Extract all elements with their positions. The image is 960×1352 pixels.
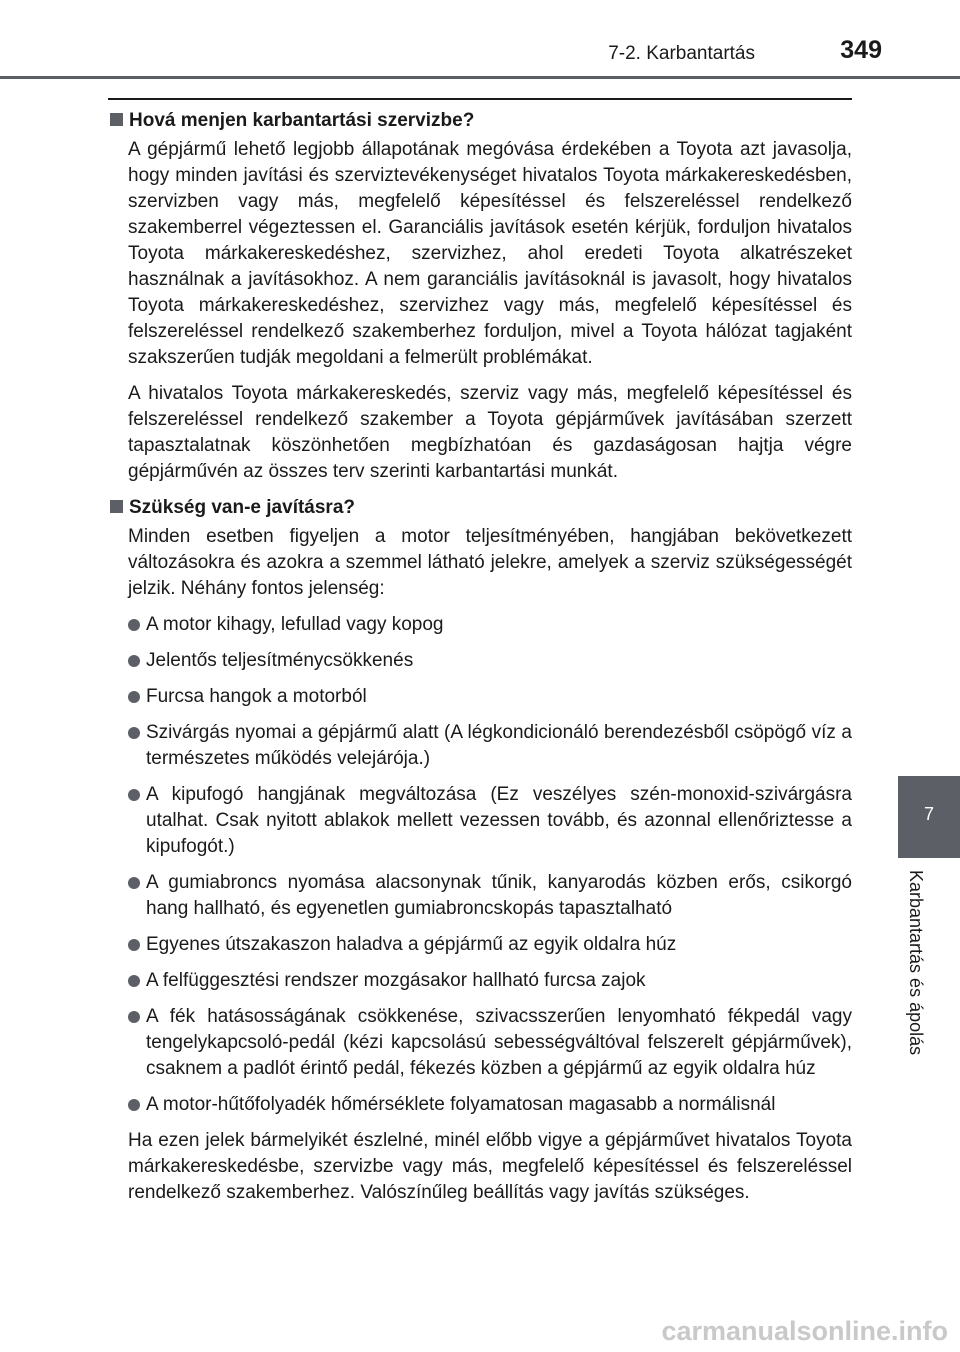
content-top-rule: [108, 98, 852, 100]
list-item-text: A felfüggesztési rendszer mozgásakor hallható furcsa zajok: [146, 970, 646, 991]
list-item: [128, 612, 852, 638]
list-item: [128, 968, 852, 994]
square-bullet-icon: [110, 500, 123, 513]
paragraph: Minden esetben figyeljen a motor teljesítményében, hangjában bekövetkezett változásokra és azokra a szemmel látható jelekre, amelyek a szerviz szükségességét jelzik. Néhány fontos jelenség:: [128, 526, 852, 599]
list-item: [128, 684, 852, 710]
list-item-text: Furcsa hangok a motorból: [146, 686, 367, 707]
list-item: [128, 782, 852, 860]
page-content: [108, 104, 852, 1216]
circle-bullet-icon: [128, 691, 140, 703]
list-item-text: A motor-hűtőfolyadék hőmérséklete folyamatosan magasabb a normálisnál: [146, 1094, 776, 1115]
section-heading-service: [108, 108, 852, 134]
list-item-text: A motor kihagy, lefullad vagy kopog: [146, 614, 444, 635]
section-title: 7-2. Karbantartás: [608, 43, 755, 64]
page-number: 349: [840, 36, 882, 64]
closing-paragraph: Ha ezen jelek bármelyikét észlelné, minél előbb vigye a gépjárművet hivatalos Toyota márkakereskedésbe, szervizbe vagy más, megfelelő képesítéssel és felszereléssel rendelkező szakemberhez. Valószínűleg beállítás vagy javítás szükséges.: [128, 1130, 852, 1203]
list-item-text: Egyenes útszakaszon haladva a gépjármű az egyik oldalra húz: [146, 934, 677, 955]
list-item: [128, 870, 852, 922]
list-item-text: Szivárgás nyomai a gépjármű alatt (A légkondicionáló berendezésből csöpögő víz a természetes működés velejárója.): [146, 722, 852, 769]
list-item: [128, 932, 852, 958]
page-header: [0, 0, 960, 80]
circle-bullet-icon: [128, 1099, 140, 1111]
heading-text: Hová menjen karbantartási szervizbe?: [129, 110, 475, 131]
circle-bullet-icon: [128, 1011, 140, 1023]
symptom-list: [128, 612, 852, 1118]
list-item: [128, 1092, 852, 1118]
paragraph: A gépjármű lehető legjobb állapotának megóvása érdekében a Toyota azt javasolja, hogy minden javítási és szerviztevékenységet hivatalos Toyota márkakereskedésben, szervizben vagy más, megfelelő képesítéssel és felszereléssel rendelkező szakemberrel végeztessen el. Garanciális javítások esetén kérjük, forduljon hivatalos Toyota márkakereskedéshez, szervizhez, ahol eredeti Toyota alkatrészeket használnak a javításokhoz. A nem garanciális javításoknál is javasolt, hogy hivatalos Toyota márkakereskedéshez, szervizhez vagy más, megfelelő képesítéssel és felszereléssel rendelkező szakemberhez forduljon, mivel a Toyota hálózat tagjaként szakszerűen tudják megoldani a felmerült problémákat.: [128, 139, 852, 368]
watermark: carmanualsonline.info: [661, 1316, 948, 1346]
list-item: [128, 648, 852, 674]
circle-bullet-icon: [128, 975, 140, 987]
circle-bullet-icon: [128, 789, 140, 801]
chapter-tab: [898, 776, 960, 858]
list-item: [128, 720, 852, 772]
square-bullet-icon: [110, 113, 123, 126]
paragraph: A hivatalos Toyota márkakereskedés, szerviz vagy más, megfelelő képesítéssel és felszereléssel rendelkező szakember a Toyota gépjárművek javításában szerzett tapasztalatnak köszönhetően megbízhatóan és gazdaságosan hajtja végre gépjárművén az összes terv szerinti karbantartási munkát.: [128, 383, 852, 482]
circle-bullet-icon: [128, 619, 140, 631]
list-item-text: A kipufogó hangjának megváltozása (Ez veszélyes szén-monoxid-szivárgásra utalhat. Csak nyitott ablakok mellett vezessen tovább, és azonnal ellenőriztesse a kipufogót.): [146, 784, 852, 857]
chapter-number: 7: [923, 804, 934, 824]
heading-text: Szükség van-e javításra?: [129, 497, 355, 518]
chapter-label: Karbantartás és ápolás: [906, 870, 926, 1056]
circle-bullet-icon: [128, 939, 140, 951]
list-item: [128, 1004, 852, 1082]
section-heading-repair: [108, 495, 852, 521]
header-rule: [0, 76, 960, 79]
circle-bullet-icon: [128, 727, 140, 739]
list-item-text: A fék hatásosságának csökkenése, szivacsszerűen lenyomható fékpedál vagy tengelykapcsoló-pedál (kézi kapcsolású sebességváltóval felszerelt gépjárművek), csaknem a padlót érintő pedál, fékezés közben a gépjármű az egyik oldalra húz: [146, 1006, 852, 1079]
circle-bullet-icon: [128, 877, 140, 889]
list-item-text: Jelentős teljesítménycsökkenés: [146, 650, 414, 671]
list-item-text: A gumiabroncs nyomása alacsonynak tűnik, kanyarodás közben erős, csikorgó hang hallható, és egyenetlen gumiabroncskopás tapasztalható: [146, 872, 852, 919]
circle-bullet-icon: [128, 655, 140, 667]
